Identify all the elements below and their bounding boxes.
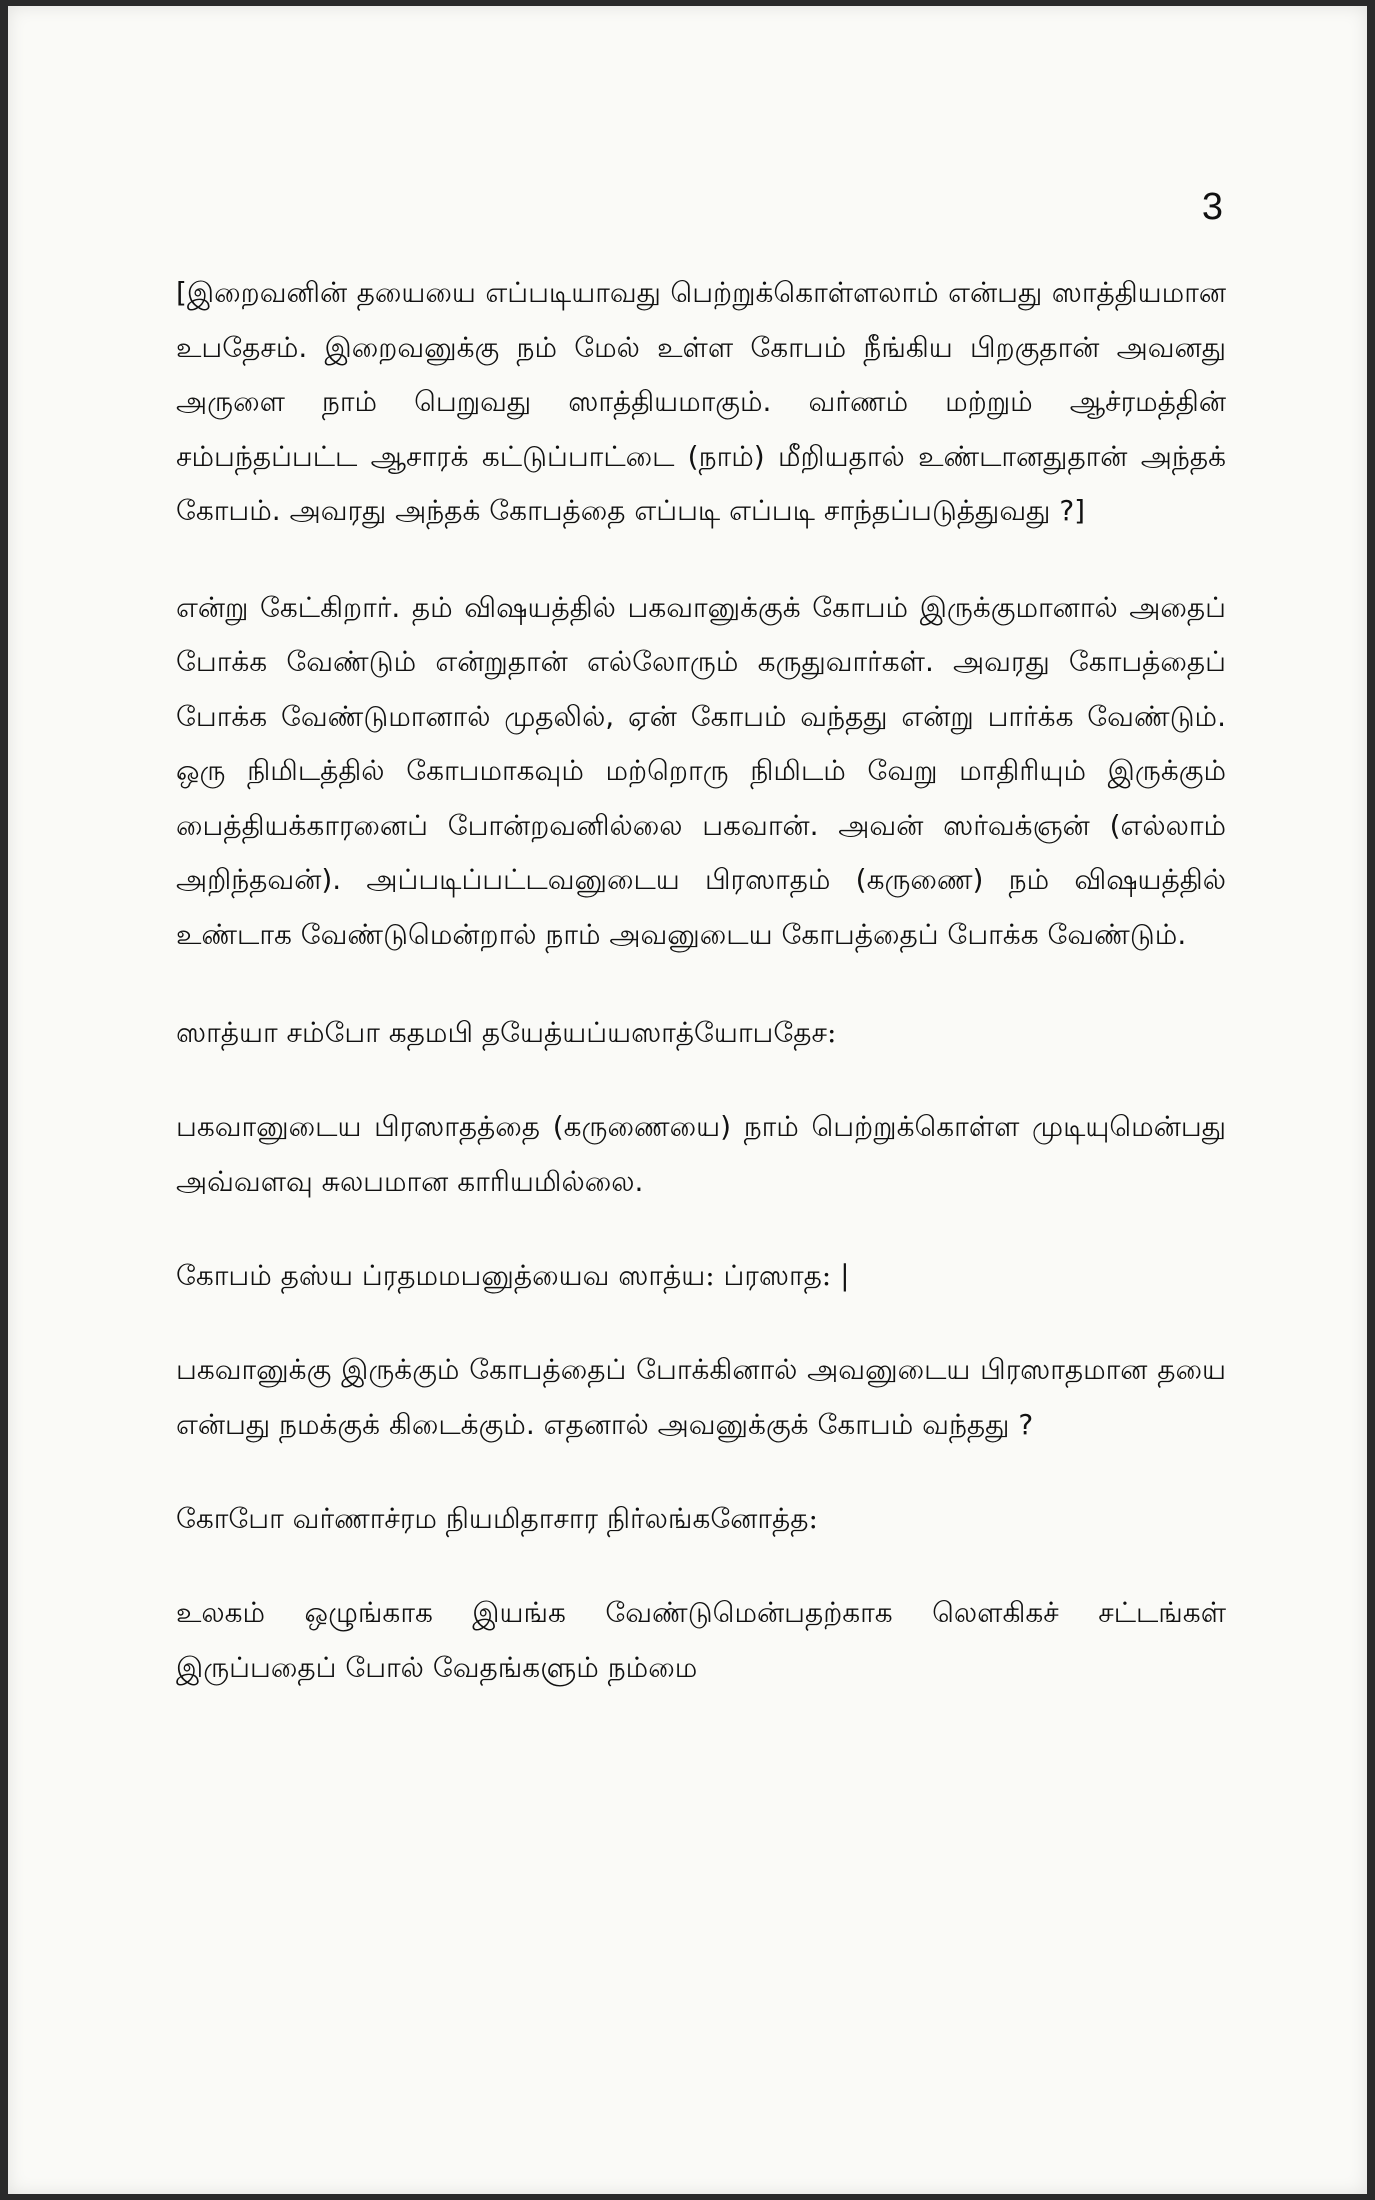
paragraph-explanation-1: பகவானுடைய பிரஸாதத்தை (கருணையை) நாம் பெற்றுக்கொள்ள முடியுமென்பது அவ்வளவு சுலபமான காரியமில்லை. — [176, 1110, 1226, 1198]
paragraph-explanation-3: உலகம் ஒழுங்காக இயங்க வேண்டுமென்பதற்காக லௌகிகச் சட்டங்கள் இருப்பதைப் போல் வேதங்களும் நம்மை — [176, 1596, 1226, 1684]
paragraph-explanation-2: பகவானுக்கு இருக்கும் கோபத்தைப் போக்கினால் அவனுடைய பிரஸாதமான தயை என்பது நமக்குக் கிடைக்கும். எதனால் அவனுக்குக் கோபம் வந்தது ? — [176, 1353, 1226, 1441]
paragraph-question-bracketed: [இறைவனின் தயையை எப்படியாவது பெற்றுக்கொள்ளலாம் என்பது ஸாத்தியமான உபதேசம். இறைவனுக்கு நம் மேல் உள்ள கோபம் நீங்கிய பிறகுதான் அவனது அருளை நாம் பெறுவது ஸாத்தியமாகும். வர்ணம் மற்றும் ஆச்ரமத்தின் சம்பந்தப்பட்ட ஆசாரக் கட்டுப்பாட்டை (நாம்) மீறியதால் உண்டானதுதான் அந்தக் கோபம். அவரது அந்தக் கோபத்தை எப்படி எப்படி சாந்தப்படுத்துவது ?] — [176, 276, 1226, 527]
sloka-line-3: கோபோ வர்ணாச்ரம நியமிதாசார நிர்லங்கனோத்த: — [176, 1502, 818, 1535]
page-body — [176, 266, 1226, 1695]
paragraph-commentary: என்று கேட்கிறார். தம் விஷயத்தில் பகவானுக்குக் கோபம் இருக்குமானால் அதைப் போக்க வேண்டும் என்றுதான் எல்லோரும் கருதுவார்கள். அவரது கோபத்தைப் போக்க வேண்டுமானால் முதலில், ஏன் கோபம் வந்தது என்று பார்க்க வேண்டும். ஒரு நிமிடத்தில் கோபமாகவும் மற்றொரு நிமிடம் வேறு மாதிரியும் இருக்கும் பைத்தியக்காரனைப் போன்றவனில்லை பகவான். அவன் ஸர்வக்ஞன் (எல்லாம் அறிந்தவன்). அப்படிப்பட்டவனுடைய பிரஸாதம் (கருணை) நம் விஷயத்தில் உண்டாக வேண்டுமென்றால் நாம் அவனுடைய கோபத்தைப் போக்க வேண்டும். — [176, 590, 1226, 951]
book-page — [8, 6, 1367, 2194]
sloka-line-2: கோபம் தஸ்ய ப்ரதமமபனுத்யைவ ஸாத்ய: ப்ரஸாத: | — [176, 1259, 850, 1292]
sloka-line-1: ஸாத்யா சம்போ கதமபி தயேத்யப்யஸாத்யோபதேச: — [176, 1016, 837, 1049]
page-number: 3 — [1201, 186, 1223, 228]
